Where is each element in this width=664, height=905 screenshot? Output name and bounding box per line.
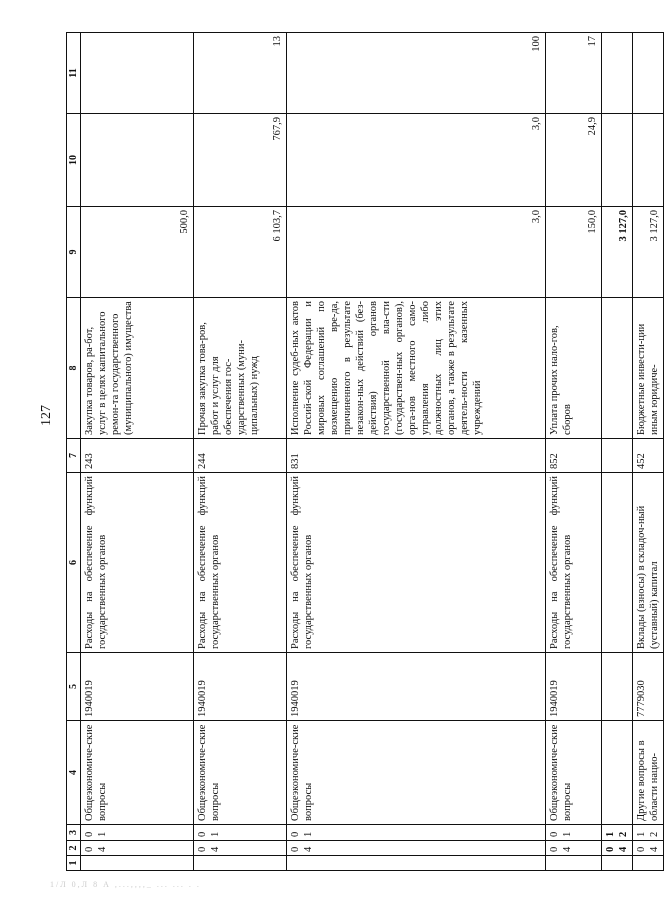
cell-target-code (602, 653, 633, 721)
budget-table (66, 32, 664, 871)
cell-target-name: Расходы на обеспечение функций государственных органов (81, 473, 194, 653)
table-row (194, 33, 287, 871)
scan-footer-noise: 1/Л 0,Л 8 А ,...,,,,_ ... ... . . (50, 880, 201, 889)
cell-expense-name: Бюджетные инвести-ции иным юридиче- (633, 298, 664, 439)
cell-percent (633, 33, 664, 114)
header-cell: 8 (67, 298, 81, 439)
cell-target-code: 1940019 (194, 653, 287, 721)
cell-subsection: 01 (546, 825, 602, 841)
header-cell: 6 (67, 473, 81, 653)
cell-plan: 3 127,0 (633, 207, 664, 298)
cell-expense-type: 244 (194, 439, 287, 473)
cell-target-code: 7779030 (633, 653, 664, 721)
header-cell: 9 (67, 207, 81, 298)
header-cell: 3 (67, 825, 81, 841)
cell-expense-name (602, 298, 633, 439)
header-cell: 7 (67, 439, 81, 473)
cell-expense-name: Уплата прочих нало-гов, сборов (546, 298, 602, 439)
cell-actual (633, 114, 664, 207)
cell-col1 (287, 856, 546, 871)
cell-target-code: 1940019 (287, 653, 546, 721)
cell-section-name: Общеэкономиче-ские вопросы (81, 721, 194, 825)
cell-expense-type: 452 (633, 439, 664, 473)
cell-col1 (602, 856, 633, 871)
cell-subsection: 01 (81, 825, 194, 841)
cell-plan: 6 103,7 (194, 207, 287, 298)
cell-target-name: Расходы на обеспечение функций государственных органов (287, 473, 546, 653)
cell-actual (81, 114, 194, 207)
header-cell: 11 (67, 33, 81, 114)
cell-section: 04 (602, 841, 633, 856)
cell-subsection: 12 (633, 825, 664, 841)
cell-actual (602, 114, 633, 207)
rotated-table-container (66, 33, 660, 871)
cell-percent (81, 33, 194, 114)
cell-target-name: Расходы на обеспечение функций государственных органов (194, 473, 287, 653)
cell-percent: 17 (546, 33, 602, 114)
cell-expense-name: Исполнение судеб-ных актов Россий-ской Федерации и мировых соглашений по возмещению вре-да, причиненного в результате незакон-ных действий (без-действия) органов государственной вла-сти (государствен-ных органов), орга-нов местного само-управления либо должностных лиц этих органов, а также в результате деятель-ности казенных учреждений (287, 298, 546, 439)
header-row (67, 33, 81, 871)
cell-actual: 24,9 (546, 114, 602, 207)
cell-plan: 500,0 (81, 207, 194, 298)
cell-target-name: Расходы на обеспечение функций государственных органов (546, 473, 602, 653)
cell-col1 (194, 856, 287, 871)
cell-section-name: Общеэкономиче-ские вопросы (287, 721, 546, 825)
cell-col1 (546, 856, 602, 871)
cell-section-name: Общеэкономиче-ские вопросы (194, 721, 287, 825)
cell-percent: 13 (194, 33, 287, 114)
cell-target-code: 1940019 (81, 653, 194, 721)
table-row-subtotal (602, 33, 633, 871)
cell-section-name: Другие вопросы в области нацио- (633, 721, 664, 825)
cell-percent (602, 33, 633, 114)
cell-target-name (602, 473, 633, 653)
cell-section: 04 (546, 841, 602, 856)
header-cell: 1 (67, 856, 81, 871)
table-row (81, 33, 194, 871)
table-row (633, 33, 664, 871)
cell-section-name: Общеэкономиче-ские вопросы (546, 721, 602, 825)
cell-subsection: 01 (194, 825, 287, 841)
cell-plan: 3,0 (287, 207, 546, 298)
cell-actual: 3,0 (287, 114, 546, 207)
cell-target-code: 1940019 (546, 653, 602, 721)
cell-subsection: 01 (287, 825, 546, 841)
cell-expense-type (602, 439, 633, 473)
table-row (287, 33, 546, 871)
cell-col1 (81, 856, 194, 871)
header-cell: 10 (67, 114, 81, 207)
cell-expense-type: 852 (546, 439, 602, 473)
cell-plan: 3 127,0 (602, 207, 633, 298)
cell-section: 04 (633, 841, 664, 856)
cell-actual: 767,9 (194, 114, 287, 207)
cell-expense-name: Закупка товаров, ра-бот, услуг в целях капитального ремон-та государственного (муниципального) имущества (81, 298, 194, 439)
page-number: 127 (39, 405, 54, 426)
cell-target-name: Вклады (взносы) в складоч-ный (уставный) капитал (633, 473, 664, 653)
header-cell: 4 (67, 721, 81, 825)
header-cell: 2 (67, 841, 81, 856)
table-row (546, 33, 602, 871)
cell-section: 04 (194, 841, 287, 856)
cell-subsection: 12 (602, 825, 633, 841)
header-cell: 5 (67, 653, 81, 721)
cell-section: 04 (81, 841, 194, 856)
cell-col1 (633, 856, 664, 871)
cell-percent: 100 (287, 33, 546, 114)
cell-section: 04 (287, 841, 546, 856)
cell-expense-name: Прочая закупка това-ров, работ и услуг для обеспечения гос-ударственных (муни-ципальных) нужд (194, 298, 287, 439)
cell-expense-type: 831 (287, 439, 546, 473)
cell-expense-type: 243 (81, 439, 194, 473)
cell-section-name (602, 721, 633, 825)
cell-plan: 150,0 (546, 207, 602, 298)
